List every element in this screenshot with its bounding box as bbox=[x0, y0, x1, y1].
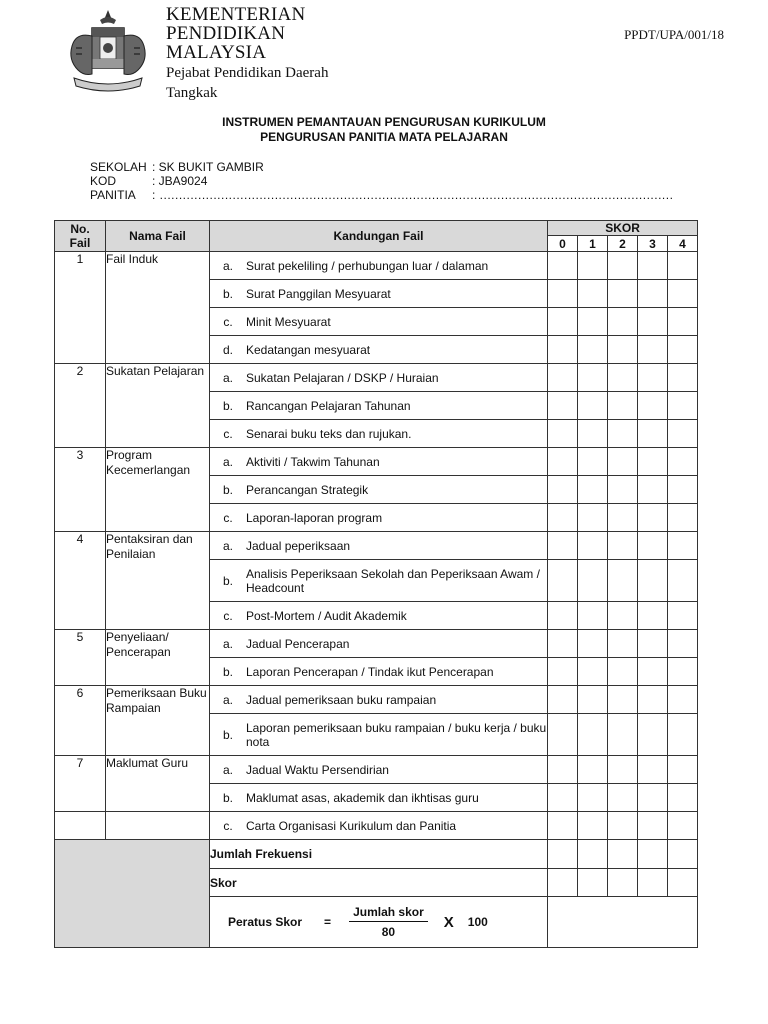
jumlah-cell[interactable] bbox=[578, 840, 608, 869]
item-letter: a. bbox=[222, 370, 233, 385]
score-cell[interactable] bbox=[668, 756, 698, 784]
item-cell bbox=[210, 504, 548, 532]
score-cell[interactable] bbox=[638, 560, 668, 602]
item-cell bbox=[210, 308, 548, 336]
score-cell[interactable] bbox=[668, 392, 698, 420]
score-cell[interactable] bbox=[608, 280, 638, 308]
numerator: Jumlah skor bbox=[349, 905, 428, 922]
score-cell[interactable] bbox=[608, 308, 638, 336]
item-cell bbox=[210, 532, 548, 560]
item-cell bbox=[210, 280, 548, 308]
ministry-line-3: MALAYSIA bbox=[166, 42, 267, 63]
item-cell bbox=[210, 784, 548, 812]
score-cell[interactable] bbox=[578, 658, 608, 686]
header-score-4: 4 bbox=[668, 236, 698, 252]
item-cell bbox=[210, 602, 548, 630]
header-skor: SKOR bbox=[548, 221, 698, 236]
file-name: Pemeriksaan Buku Rampaian bbox=[106, 686, 210, 756]
title-line-2: PENGURUSAN PANITIA MATA PELAJARAN bbox=[260, 130, 508, 144]
score-cell[interactable] bbox=[668, 784, 698, 812]
header-nama-fail: Nama Fail bbox=[106, 221, 210, 252]
score-cell[interactable] bbox=[548, 532, 578, 560]
score-cell[interactable] bbox=[668, 476, 698, 504]
score-cell[interactable] bbox=[608, 560, 638, 602]
file-number: 4 bbox=[55, 532, 106, 630]
header-score-0: 0 bbox=[548, 236, 578, 252]
score-cell[interactable] bbox=[548, 336, 578, 364]
score-cell[interactable] bbox=[608, 420, 638, 448]
score-cell[interactable] bbox=[548, 714, 578, 756]
score-cell[interactable] bbox=[668, 280, 698, 308]
item-text: Analisis Peperiksaan Sekolah dan Peperiksaan Awam / Headcount bbox=[246, 566, 540, 595]
score-cell[interactable] bbox=[668, 448, 698, 476]
item-letter: b. bbox=[222, 398, 233, 413]
score-cell[interactable] bbox=[638, 364, 668, 392]
score-cell[interactable] bbox=[668, 602, 698, 630]
item-cell bbox=[210, 756, 548, 784]
office-line-2: Tangkak bbox=[166, 85, 218, 101]
item-text: Surat Panggilan Mesyuarat bbox=[246, 286, 391, 301]
score-cell[interactable] bbox=[548, 476, 578, 504]
score-cell[interactable] bbox=[578, 686, 608, 714]
score-cell[interactable] bbox=[548, 812, 578, 840]
score-cell[interactable] bbox=[638, 784, 668, 812]
ministry-line-2: PENDIDIKAN bbox=[166, 23, 286, 44]
item-cell bbox=[210, 686, 548, 714]
score-cell[interactable] bbox=[668, 686, 698, 714]
score-cell[interactable] bbox=[548, 686, 578, 714]
file-number: 7 bbox=[55, 756, 106, 812]
item-cell bbox=[210, 448, 548, 476]
score-cell[interactable] bbox=[578, 476, 608, 504]
score-cell[interactable] bbox=[578, 308, 608, 336]
item-letter: b. bbox=[222, 482, 233, 497]
score-cell[interactable] bbox=[578, 392, 608, 420]
ministry-line-1: KEMENTERIAN bbox=[166, 4, 306, 25]
score-cell[interactable] bbox=[638, 420, 668, 448]
item-cell bbox=[210, 364, 548, 392]
score-cell[interactable] bbox=[638, 686, 668, 714]
document-title bbox=[0, 115, 768, 145]
item-letter: b. bbox=[222, 664, 233, 679]
score-cell[interactable] bbox=[608, 532, 638, 560]
item-text: Post-Mortem / Audit Akademik bbox=[246, 608, 407, 623]
score-cell[interactable] bbox=[668, 560, 698, 602]
item-letter: b. bbox=[222, 727, 233, 742]
score-cell[interactable] bbox=[608, 252, 638, 280]
score-cell[interactable] bbox=[578, 714, 608, 756]
score-cell[interactable] bbox=[578, 602, 608, 630]
item-letter: a. bbox=[222, 692, 233, 707]
item-text: Laporan Pencerapan / Tindak ikut Pencerapan bbox=[246, 664, 494, 679]
times-sign: X bbox=[443, 913, 454, 931]
fraction bbox=[349, 905, 428, 939]
score-cell[interactable] bbox=[578, 336, 608, 364]
score-cell[interactable] bbox=[578, 252, 608, 280]
score-cell[interactable] bbox=[638, 476, 668, 504]
header-score-2: 2 bbox=[608, 236, 638, 252]
equals-sign: = bbox=[324, 915, 332, 929]
sekolah-label: SEKOLAH bbox=[90, 160, 147, 174]
item-letter: b. bbox=[222, 573, 233, 588]
file-number: 1 bbox=[55, 252, 106, 364]
item-letter: c. bbox=[223, 314, 233, 329]
score-cell[interactable] bbox=[668, 364, 698, 392]
score-cell[interactable] bbox=[578, 532, 608, 560]
jumlah-cell[interactable] bbox=[608, 840, 638, 869]
score-cell[interactable] bbox=[608, 714, 638, 756]
score-cell[interactable] bbox=[578, 448, 608, 476]
jumlah-cell[interactable] bbox=[668, 840, 698, 869]
score-cell[interactable] bbox=[668, 504, 698, 532]
item-letter: a. bbox=[222, 538, 233, 553]
item-text: Jadual Pencerapan bbox=[246, 636, 350, 651]
item-letter: a. bbox=[222, 762, 233, 777]
file-number: 2 bbox=[55, 364, 106, 448]
file-number: 5 bbox=[55, 630, 106, 686]
assessment-table bbox=[54, 220, 698, 948]
item-cell bbox=[210, 336, 548, 364]
score-cell[interactable] bbox=[668, 420, 698, 448]
score-cell[interactable] bbox=[638, 630, 668, 658]
skor-cell[interactable] bbox=[608, 869, 638, 897]
item-cell bbox=[210, 252, 548, 280]
item-letter: a. bbox=[222, 258, 233, 273]
score-cell[interactable] bbox=[548, 602, 578, 630]
score-cell[interactable] bbox=[548, 280, 578, 308]
score-cell[interactable] bbox=[668, 308, 698, 336]
score-cell[interactable] bbox=[548, 756, 578, 784]
item-text: Jadual pemeriksaan buku rampaian bbox=[246, 692, 437, 707]
item-text: Senarai buku teks dan rujukan. bbox=[246, 426, 412, 441]
item-text: Laporan-laporan program bbox=[246, 510, 383, 525]
score-cell[interactable] bbox=[638, 504, 668, 532]
item-cell bbox=[210, 630, 548, 658]
score-cell[interactable] bbox=[638, 308, 668, 336]
score-cell[interactable] bbox=[668, 532, 698, 560]
office-line-1: Pejabat Pendidikan Daerah bbox=[166, 65, 329, 81]
header-kandungan-fail: Kandungan Fail bbox=[210, 221, 548, 252]
table-row bbox=[55, 812, 698, 840]
score-cell[interactable] bbox=[608, 364, 638, 392]
score-cell[interactable] bbox=[608, 504, 638, 532]
empty-no-cell bbox=[55, 812, 106, 840]
score-cell[interactable] bbox=[548, 252, 578, 280]
file-number: 3 bbox=[55, 448, 106, 532]
item-text: Minit Mesyuarat bbox=[246, 314, 331, 329]
item-letter: a. bbox=[222, 454, 233, 469]
table-row bbox=[55, 364, 698, 392]
panitia-label: PANITIA bbox=[90, 188, 136, 202]
denominator: 80 bbox=[381, 925, 396, 939]
score-cell[interactable] bbox=[608, 812, 638, 840]
item-text: Laporan pemeriksaan buku rampaian / buku kerja / buku nota bbox=[246, 720, 547, 749]
item-text: Perancangan Strategik bbox=[246, 482, 369, 497]
score-cell[interactable] bbox=[638, 812, 668, 840]
score-cell[interactable] bbox=[638, 392, 668, 420]
file-name: Fail Induk bbox=[106, 252, 210, 364]
score-cell[interactable] bbox=[608, 392, 638, 420]
file-name: Pentaksiran dan Penilaian bbox=[106, 532, 210, 630]
score-cell[interactable] bbox=[638, 602, 668, 630]
score-cell[interactable] bbox=[578, 280, 608, 308]
score-cell[interactable] bbox=[548, 364, 578, 392]
item-text: Sukatan Pelajaran / DSKP / Huraian bbox=[246, 370, 439, 385]
score-cell[interactable] bbox=[578, 812, 608, 840]
score-cell[interactable] bbox=[668, 252, 698, 280]
score-cell[interactable] bbox=[578, 364, 608, 392]
kod-value: : JBA9024 bbox=[152, 174, 208, 188]
peratus-skor-label: Peratus Skor bbox=[228, 915, 303, 929]
file-name: Sukatan Pelajaran bbox=[106, 364, 210, 448]
item-cell bbox=[210, 392, 548, 420]
item-text: Jadual peperiksaan bbox=[246, 538, 351, 553]
grey-summary-block bbox=[55, 840, 210, 948]
table-row bbox=[55, 686, 698, 714]
score-cell[interactable] bbox=[638, 448, 668, 476]
file-name: Penyeliaan/ Pencerapan bbox=[106, 630, 210, 686]
score-cell[interactable] bbox=[548, 392, 578, 420]
skor-cell[interactable] bbox=[578, 869, 608, 897]
table-row bbox=[55, 252, 698, 280]
item-text: Aktiviti / Takwim Tahunan bbox=[246, 454, 380, 469]
table-row bbox=[55, 756, 698, 784]
score-cell[interactable] bbox=[668, 336, 698, 364]
score-cell[interactable] bbox=[608, 686, 638, 714]
score-cell[interactable] bbox=[608, 336, 638, 364]
item-letter: d. bbox=[222, 342, 233, 357]
item-text: Surat pekeliling / perhubungan luar / dalaman bbox=[246, 258, 489, 273]
score-cell[interactable] bbox=[608, 756, 638, 784]
item-letter: b. bbox=[222, 286, 233, 301]
item-text: Maklumat asas, akademik dan ikhtisas guru bbox=[246, 790, 479, 805]
score-cell[interactable] bbox=[668, 812, 698, 840]
score-cell[interactable] bbox=[608, 602, 638, 630]
score-cell[interactable] bbox=[548, 448, 578, 476]
sekolah-value: : SK BUKIT GAMBIR bbox=[152, 160, 264, 174]
score-cell[interactable] bbox=[668, 658, 698, 686]
score-cell[interactable] bbox=[578, 420, 608, 448]
score-cell[interactable] bbox=[668, 630, 698, 658]
score-cell[interactable] bbox=[548, 420, 578, 448]
score-cell[interactable] bbox=[608, 658, 638, 686]
school-info bbox=[90, 160, 673, 202]
item-cell bbox=[210, 476, 548, 504]
score-cell[interactable] bbox=[638, 714, 668, 756]
empty-nama-cell bbox=[106, 812, 210, 840]
header-score-1: 1 bbox=[578, 236, 608, 252]
score-cell[interactable] bbox=[548, 308, 578, 336]
score-cell[interactable] bbox=[578, 756, 608, 784]
table-row bbox=[55, 448, 698, 476]
skor-cell[interactable] bbox=[668, 869, 698, 897]
peratus-result-cell[interactable] bbox=[548, 897, 698, 948]
score-cell[interactable] bbox=[638, 658, 668, 686]
table-row bbox=[55, 630, 698, 658]
jumlah-row bbox=[55, 840, 698, 869]
score-cell[interactable] bbox=[548, 658, 578, 686]
score-cell[interactable] bbox=[608, 630, 638, 658]
item-cell bbox=[210, 658, 548, 686]
skor-cell[interactable] bbox=[638, 869, 668, 897]
score-cell[interactable] bbox=[548, 560, 578, 602]
item-letter: a. bbox=[222, 636, 233, 651]
score-cell[interactable] bbox=[638, 252, 668, 280]
score-cell[interactable] bbox=[638, 336, 668, 364]
skor-label: Skor bbox=[210, 869, 548, 897]
item-text: Jadual Waktu Persendirian bbox=[246, 762, 389, 777]
office-name bbox=[166, 63, 328, 103]
score-cell[interactable] bbox=[638, 280, 668, 308]
score-cell[interactable] bbox=[548, 504, 578, 532]
document-reference: PPDT/UPA/001/18 bbox=[624, 27, 724, 42]
coat-of-arms-logo bbox=[62, 6, 154, 98]
multiplier: 100 bbox=[467, 915, 488, 929]
item-cell bbox=[210, 560, 548, 602]
item-letter: c. bbox=[223, 510, 233, 525]
jumlah-cell[interactable] bbox=[638, 840, 668, 869]
formula-cell bbox=[210, 897, 548, 948]
score-cell[interactable] bbox=[548, 784, 578, 812]
score-cell[interactable] bbox=[578, 630, 608, 658]
score-cell[interactable] bbox=[578, 504, 608, 532]
item-cell bbox=[210, 420, 548, 448]
score-cell[interactable] bbox=[638, 532, 668, 560]
score-cell[interactable] bbox=[608, 448, 638, 476]
score-cell[interactable] bbox=[638, 756, 668, 784]
header-score-3: 3 bbox=[638, 236, 668, 252]
item-cell: c. Carta Organisasi Kurikulum dan Panitia bbox=[210, 812, 548, 840]
item-letter: b. bbox=[222, 790, 233, 805]
score-cell[interactable] bbox=[608, 784, 638, 812]
score-cell[interactable] bbox=[668, 714, 698, 756]
score-cell[interactable] bbox=[578, 784, 608, 812]
skor-cell[interactable] bbox=[548, 869, 578, 897]
item-cell bbox=[210, 714, 548, 756]
item-text: Kedatangan mesyuarat bbox=[246, 342, 371, 357]
table-row bbox=[55, 532, 698, 560]
file-name: Maklumat Guru bbox=[106, 756, 210, 812]
file-number: 6 bbox=[55, 686, 106, 756]
item-letter: c. bbox=[223, 608, 233, 623]
item-letter: c. bbox=[223, 426, 233, 441]
score-cell[interactable] bbox=[578, 560, 608, 602]
jumlah-cell[interactable] bbox=[548, 840, 578, 869]
title-line-1: INSTRUMEN PEMANTAUAN PENGURUSAN KURIKULUM bbox=[222, 115, 546, 129]
kod-label: KOD bbox=[90, 174, 117, 188]
ministry-name bbox=[166, 5, 305, 62]
score-cell[interactable] bbox=[548, 630, 578, 658]
score-cell[interactable] bbox=[608, 476, 638, 504]
jumlah-frekuensi-label: Jumlah Frekuensi bbox=[210, 840, 548, 869]
item-text: Rancangan Pelajaran Tahunan bbox=[246, 398, 411, 413]
file-name: Program Kecemerlangan bbox=[106, 448, 210, 532]
header-no: No. Fail bbox=[55, 221, 106, 252]
panitia-value: : ...................................................................................................................................... bbox=[152, 188, 674, 202]
